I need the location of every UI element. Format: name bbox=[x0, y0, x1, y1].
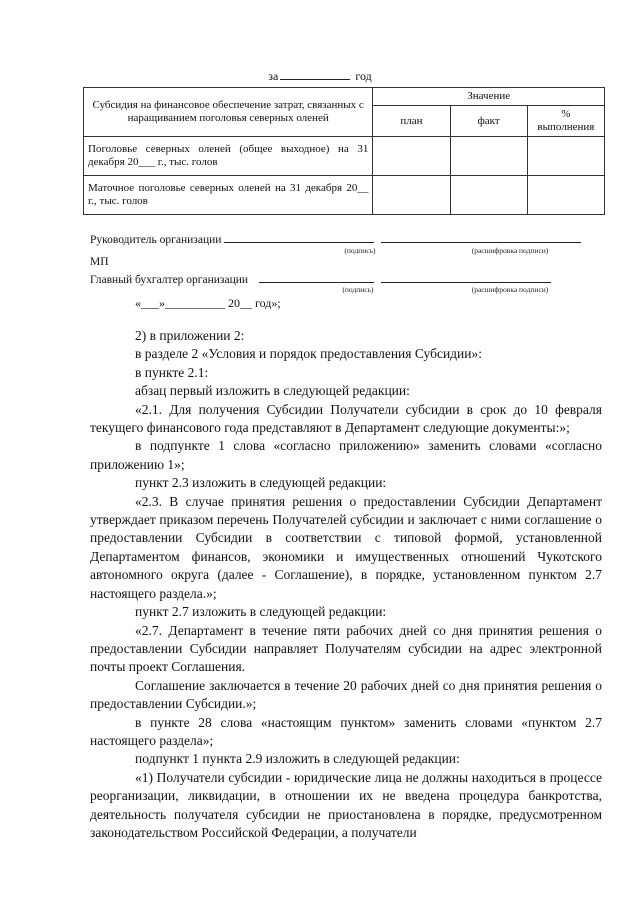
plan-cell bbox=[373, 176, 450, 215]
table-row bbox=[84, 137, 605, 176]
head-signature-blank bbox=[224, 231, 374, 243]
accountant-signature-blank bbox=[259, 271, 374, 283]
head-signature-caption: (подпись) bbox=[344, 246, 376, 255]
paragraph: в разделе 2 «Условия и порядок предоставления Субсидии»: bbox=[135, 346, 482, 362]
head-label: Руководитель организации bbox=[90, 234, 222, 246]
amendment-text bbox=[90, 327, 602, 842]
plan-cell bbox=[373, 137, 450, 176]
accountant-decode-blank bbox=[381, 271, 551, 283]
percent-cell bbox=[527, 137, 604, 176]
percent-cell bbox=[527, 176, 604, 215]
paragraph: в пункте 28 слова «настоящим пунктом» заменить словами «пунктом 2.7 настоящего раздела»; bbox=[90, 714, 602, 748]
row-label: Маточное поголовье северных оленей на 31 декабря 20__ г., тыс. голов bbox=[84, 176, 373, 215]
stamp-mark: МП bbox=[90, 256, 109, 268]
paragraph: абзац первый изложить в следующей редакции: bbox=[135, 383, 410, 399]
head-signature-line bbox=[90, 231, 581, 246]
report-period-line bbox=[0, 68, 640, 84]
paragraph: в подпункте 1 слова «согласно приложению» заменить словами «согласно приложению 1»; bbox=[90, 438, 602, 472]
paragraph: Соглашение заключается в течение 20 рабочих дней со дня принятия решения о предоставлении Субсидии.»; bbox=[90, 677, 602, 712]
paragraph: «2.1. Для получения Субсидии Получатели субсидии в срок до 10 февраля текущего финансового года представляют в Департамент следующие документы:»; bbox=[90, 401, 602, 436]
paragraph: подпункт 1 пункта 2.9 изложить в следующей редакции: bbox=[135, 751, 460, 767]
col-subsidy-header: Субсидия на финансовое обеспечение затрат, связанных с наращиванием поголовья северных оленей bbox=[84, 88, 373, 137]
fact-cell bbox=[450, 176, 527, 215]
head-decode-blank bbox=[381, 231, 581, 243]
subsidy-table bbox=[83, 87, 605, 215]
paragraph: «1) Получатели субсидии - юридические лица не должны находиться в процессе реорганизации, ликвидации, в отношении их не введена процедура банкротства, деятельность получателя субсидии не приостановлена в порядке, предусмотренном законодательством Российской Федерации, а получатели bbox=[90, 769, 602, 840]
paragraph: пункт 2.3 изложить в следующей редакции: bbox=[135, 475, 387, 491]
date-line: «___»__________ 20__ год»; bbox=[135, 296, 281, 310]
col-plan-header: план bbox=[373, 106, 450, 137]
year-blank bbox=[280, 68, 350, 80]
period-prefix: за bbox=[268, 69, 279, 83]
fact-cell bbox=[450, 137, 527, 176]
col-percent-header: % выполнения bbox=[527, 106, 604, 137]
table-row bbox=[84, 176, 605, 215]
accountant-signature-line bbox=[90, 271, 551, 286]
col-value-header: Значение bbox=[373, 88, 605, 106]
head-decode-caption: (расшифровка подписи) bbox=[471, 246, 549, 255]
paragraph: «2.7. Департамент в течение пяти рабочих дней со дня принятия решения о предоставлении Субсидии направляет Получателям субсидии на адрес электронной почты проект Соглашения. bbox=[90, 622, 602, 675]
paragraph: пункт 2.7 изложить в следующей редакции: bbox=[135, 604, 387, 620]
period-suffix: год bbox=[355, 69, 372, 83]
accountant-signature-caption: (подпись) bbox=[342, 285, 374, 294]
paragraph: «2.3. В случае принятия решения о предоставлении Субсидии Департамент утверждает приказом перечень Получателей субсидии и заключает с ними соглашение о предоставлении Субсидии в соответствии с типовой формой, установленной Департаментом финансов, экономики и имущественных отношений Чукотского автономного округа (далее - Соглашение), в порядке, установленном пунктом 2.7 настоящего раздела.»; bbox=[90, 493, 602, 601]
paragraph: 2) в приложении 2: bbox=[135, 328, 245, 343]
accountant-label: Главный бухгалтер организации bbox=[90, 274, 249, 286]
accountant-decode-caption: (расшифровка подписи) bbox=[471, 285, 549, 294]
col-fact-header: факт bbox=[450, 106, 527, 137]
row-label: Поголовье северных оленей (общее выходное) на 31 декабря 20___ г., тыс. голов bbox=[84, 137, 373, 176]
paragraph: в пункте 2.1: bbox=[135, 364, 209, 380]
